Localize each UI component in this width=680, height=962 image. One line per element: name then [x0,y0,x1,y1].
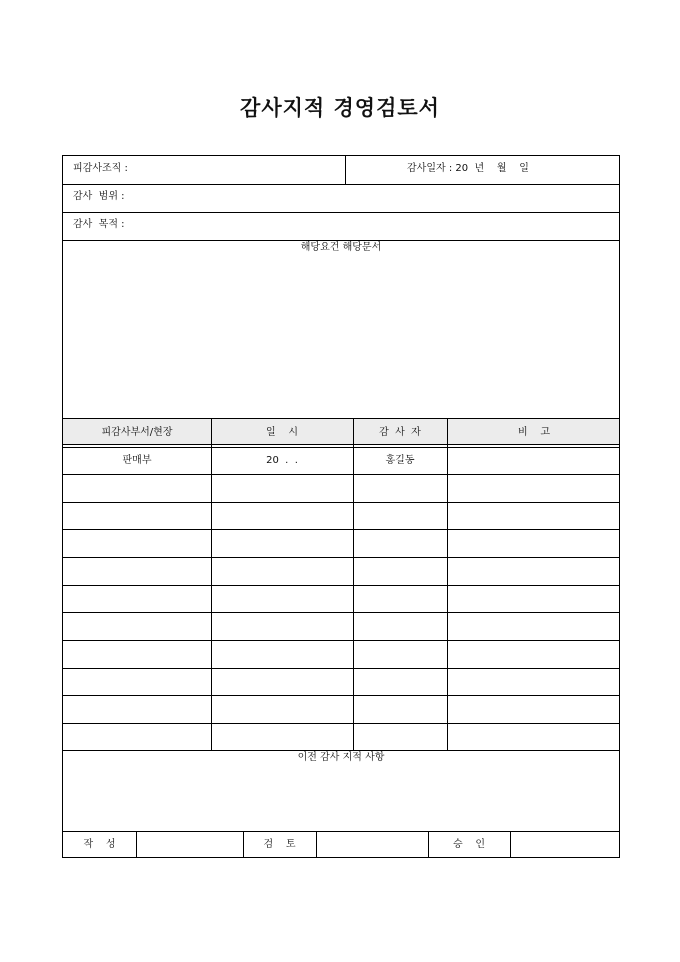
scope-label: 감사 범위 : [73,191,125,202]
header-department: 피감사부서/현장 [101,427,173,438]
audited-org-label: 피감사조직 : [73,163,128,174]
row-department: 판매부 [122,455,152,466]
header-datetime: 일 시 [265,427,299,438]
previous-findings-textarea[interactable] [69,768,613,826]
table-row [63,612,619,613]
table-row [63,557,619,558]
approver-signature-input[interactable] [515,836,615,854]
header-remarks: 비 고 [517,427,551,438]
review-label: 검 토 [263,839,296,850]
table-bottom-border [63,750,619,751]
document-title: 감사지적 경영검토서 [240,96,440,120]
column-divider [447,418,448,750]
column-divider [353,418,354,750]
table-row [63,474,619,475]
signoff-divider [510,831,511,858]
info-divider [345,156,346,184]
previous-findings-heading: 이전 감사 지적 사항 [297,752,385,763]
requirements-textarea[interactable] [69,258,613,413]
audit-date-label: 감사일자 : 20 년 월 일 [407,163,529,174]
signoff-top-border [63,831,619,832]
review-form [62,155,620,858]
row-divider [63,240,619,241]
scope-input[interactable] [143,188,603,206]
table-row [63,668,619,669]
audited-org-input[interactable] [143,160,338,178]
table-row [63,502,619,503]
table-row [63,529,619,530]
column-divider [211,418,212,750]
requirements-heading: 해당요건 해당문서 [300,242,382,253]
approve-label: 승 인 [452,839,486,850]
table-row [63,585,619,586]
purpose-label: 감사 목적 : [73,219,125,230]
table-row [63,723,619,724]
header-double-line-1 [63,444,619,445]
header-double-line-2 [63,447,619,448]
table-row [63,695,619,696]
table-top-border [63,418,619,419]
row-divider [63,184,619,185]
table-row [63,640,619,641]
row-divider [63,212,619,213]
signoff-divider [136,831,137,858]
header-auditor: 감 사 자 [379,427,421,438]
row-datetime: 20 . . [266,455,298,466]
purpose-input[interactable] [143,216,603,234]
signoff-divider [316,831,317,858]
writer-signature-input[interactable] [141,836,241,854]
reviewer-signature-input[interactable] [321,836,426,854]
write-label: 작 성 [83,839,116,850]
row-auditor: 홍길동 [385,455,415,466]
